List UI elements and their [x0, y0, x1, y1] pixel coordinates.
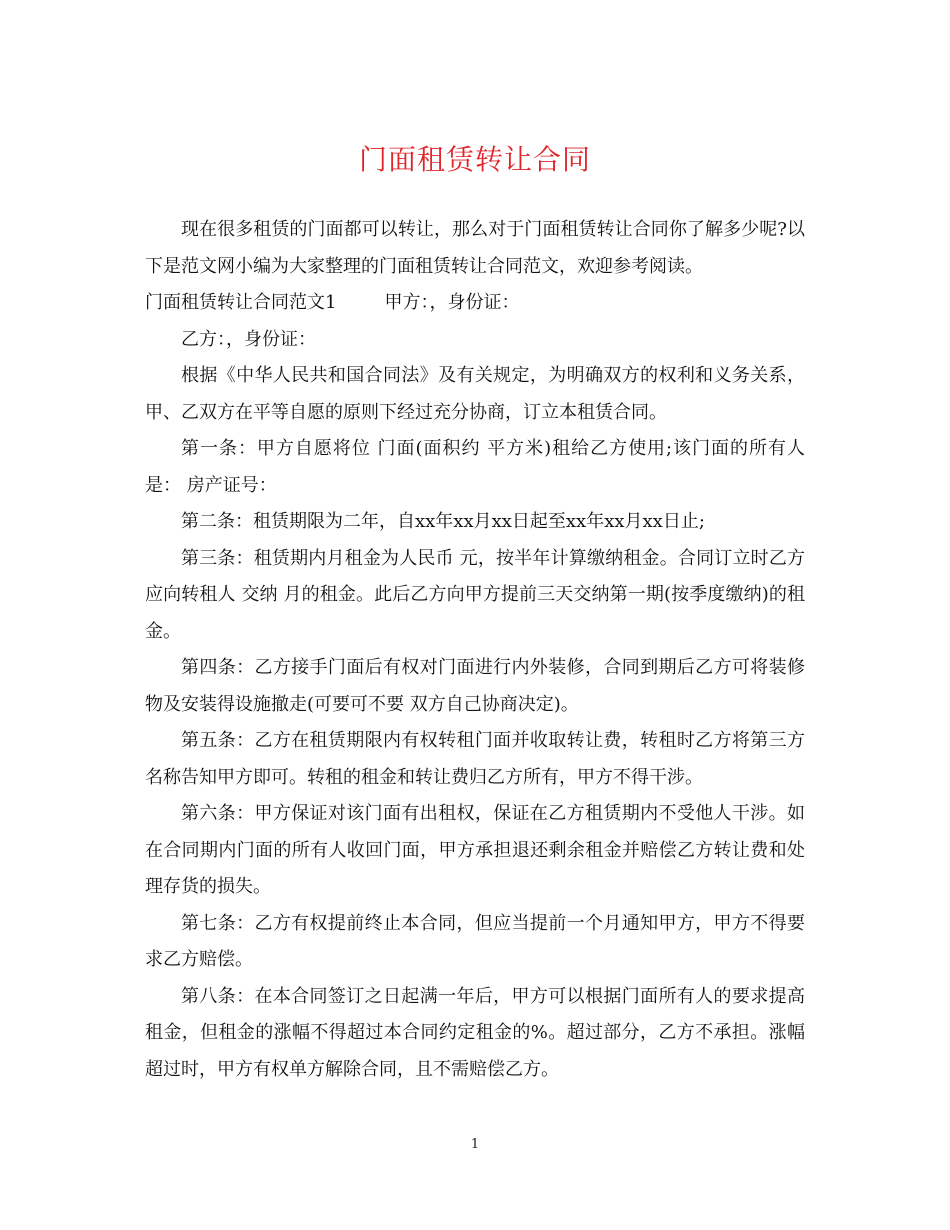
article-4: 第四条：乙方接手门面后有权对门面进行内外装修，合同到期后乙方可将装修物及安装得设施撤走(可要可不要 双方自己协商决定)。 — [145, 657, 805, 715]
sample-heading-line — [145, 285, 805, 322]
party-a-line: 甲方：，身份证： — [384, 292, 520, 313]
page-number: 1 — [470, 1137, 480, 1152]
sample-heading: 门面租赁转让合同范文1 — [145, 292, 337, 313]
article-3: 第三条：租赁期内月租金为人民币 元，按半年计算缴纳租金。合同订立时乙方应向转租人 交纳 月的租金。此后乙方向甲方提前三天交纳第一期(按季度缴纳)的租金。 — [145, 547, 805, 642]
article-6: 第六条：甲方保证对该门面有出租权，保证在乙方租赁期内不受他人干涉。如在合同期内门面的所有人收回门面，甲方承担退还剩余租金并赔偿乙方转让费和处理存货的损失。 — [145, 803, 805, 897]
party-b-line: 乙方：，身份证： — [181, 328, 316, 350]
document-title: 门面租赁转让合同 — [358, 143, 591, 176]
article-1: 第一条：甲方自愿将位 门面(面积约 平方米)租给乙方使用;该门面的所有人是： 房产证号： — [145, 438, 805, 496]
preamble-paragraph: 根据《中华人民共和国合同法》及有关规定，为明确双方的权利和义务关系，甲、乙双方在平等自愿的原则下经过充分协商，订立本租赁合同。 — [145, 365, 805, 423]
article-5: 第五条：乙方在租赁期限内有权转租门面并收取转让费，转租时乙方将第三方名称告知甲方即可。转租的租金和转让费归乙方所有，甲方不得干涉。 — [145, 730, 805, 788]
intro-paragraph: 现在很多租赁的门面都可以转让，那么对于门面租赁转让合同你了解多少呢?以下是范文网小编为大家整理的门面租赁转让合同范文，欢迎参考阅读。 — [145, 219, 805, 277]
document-body — [145, 212, 805, 1088]
article-2: 第二条：租赁期限为二年，自xx年xx月xx日起至xx年xx月xx日止; — [181, 511, 705, 532]
article-8: 第八条：在本合同签订之日起满一年后，甲方可以根据门面所有人的要求提高租金，但租金的涨幅不得超过本合同约定租金的%。超过部分，乙方不承担。涨幅超过时，甲方有权单方解除合同，且不需赔偿乙方。 — [145, 985, 805, 1080]
article-7: 第七条：乙方有权提前终止本合同，但应当提前一个月通知甲方，甲方不得要求乙方赔偿。 — [145, 912, 805, 970]
